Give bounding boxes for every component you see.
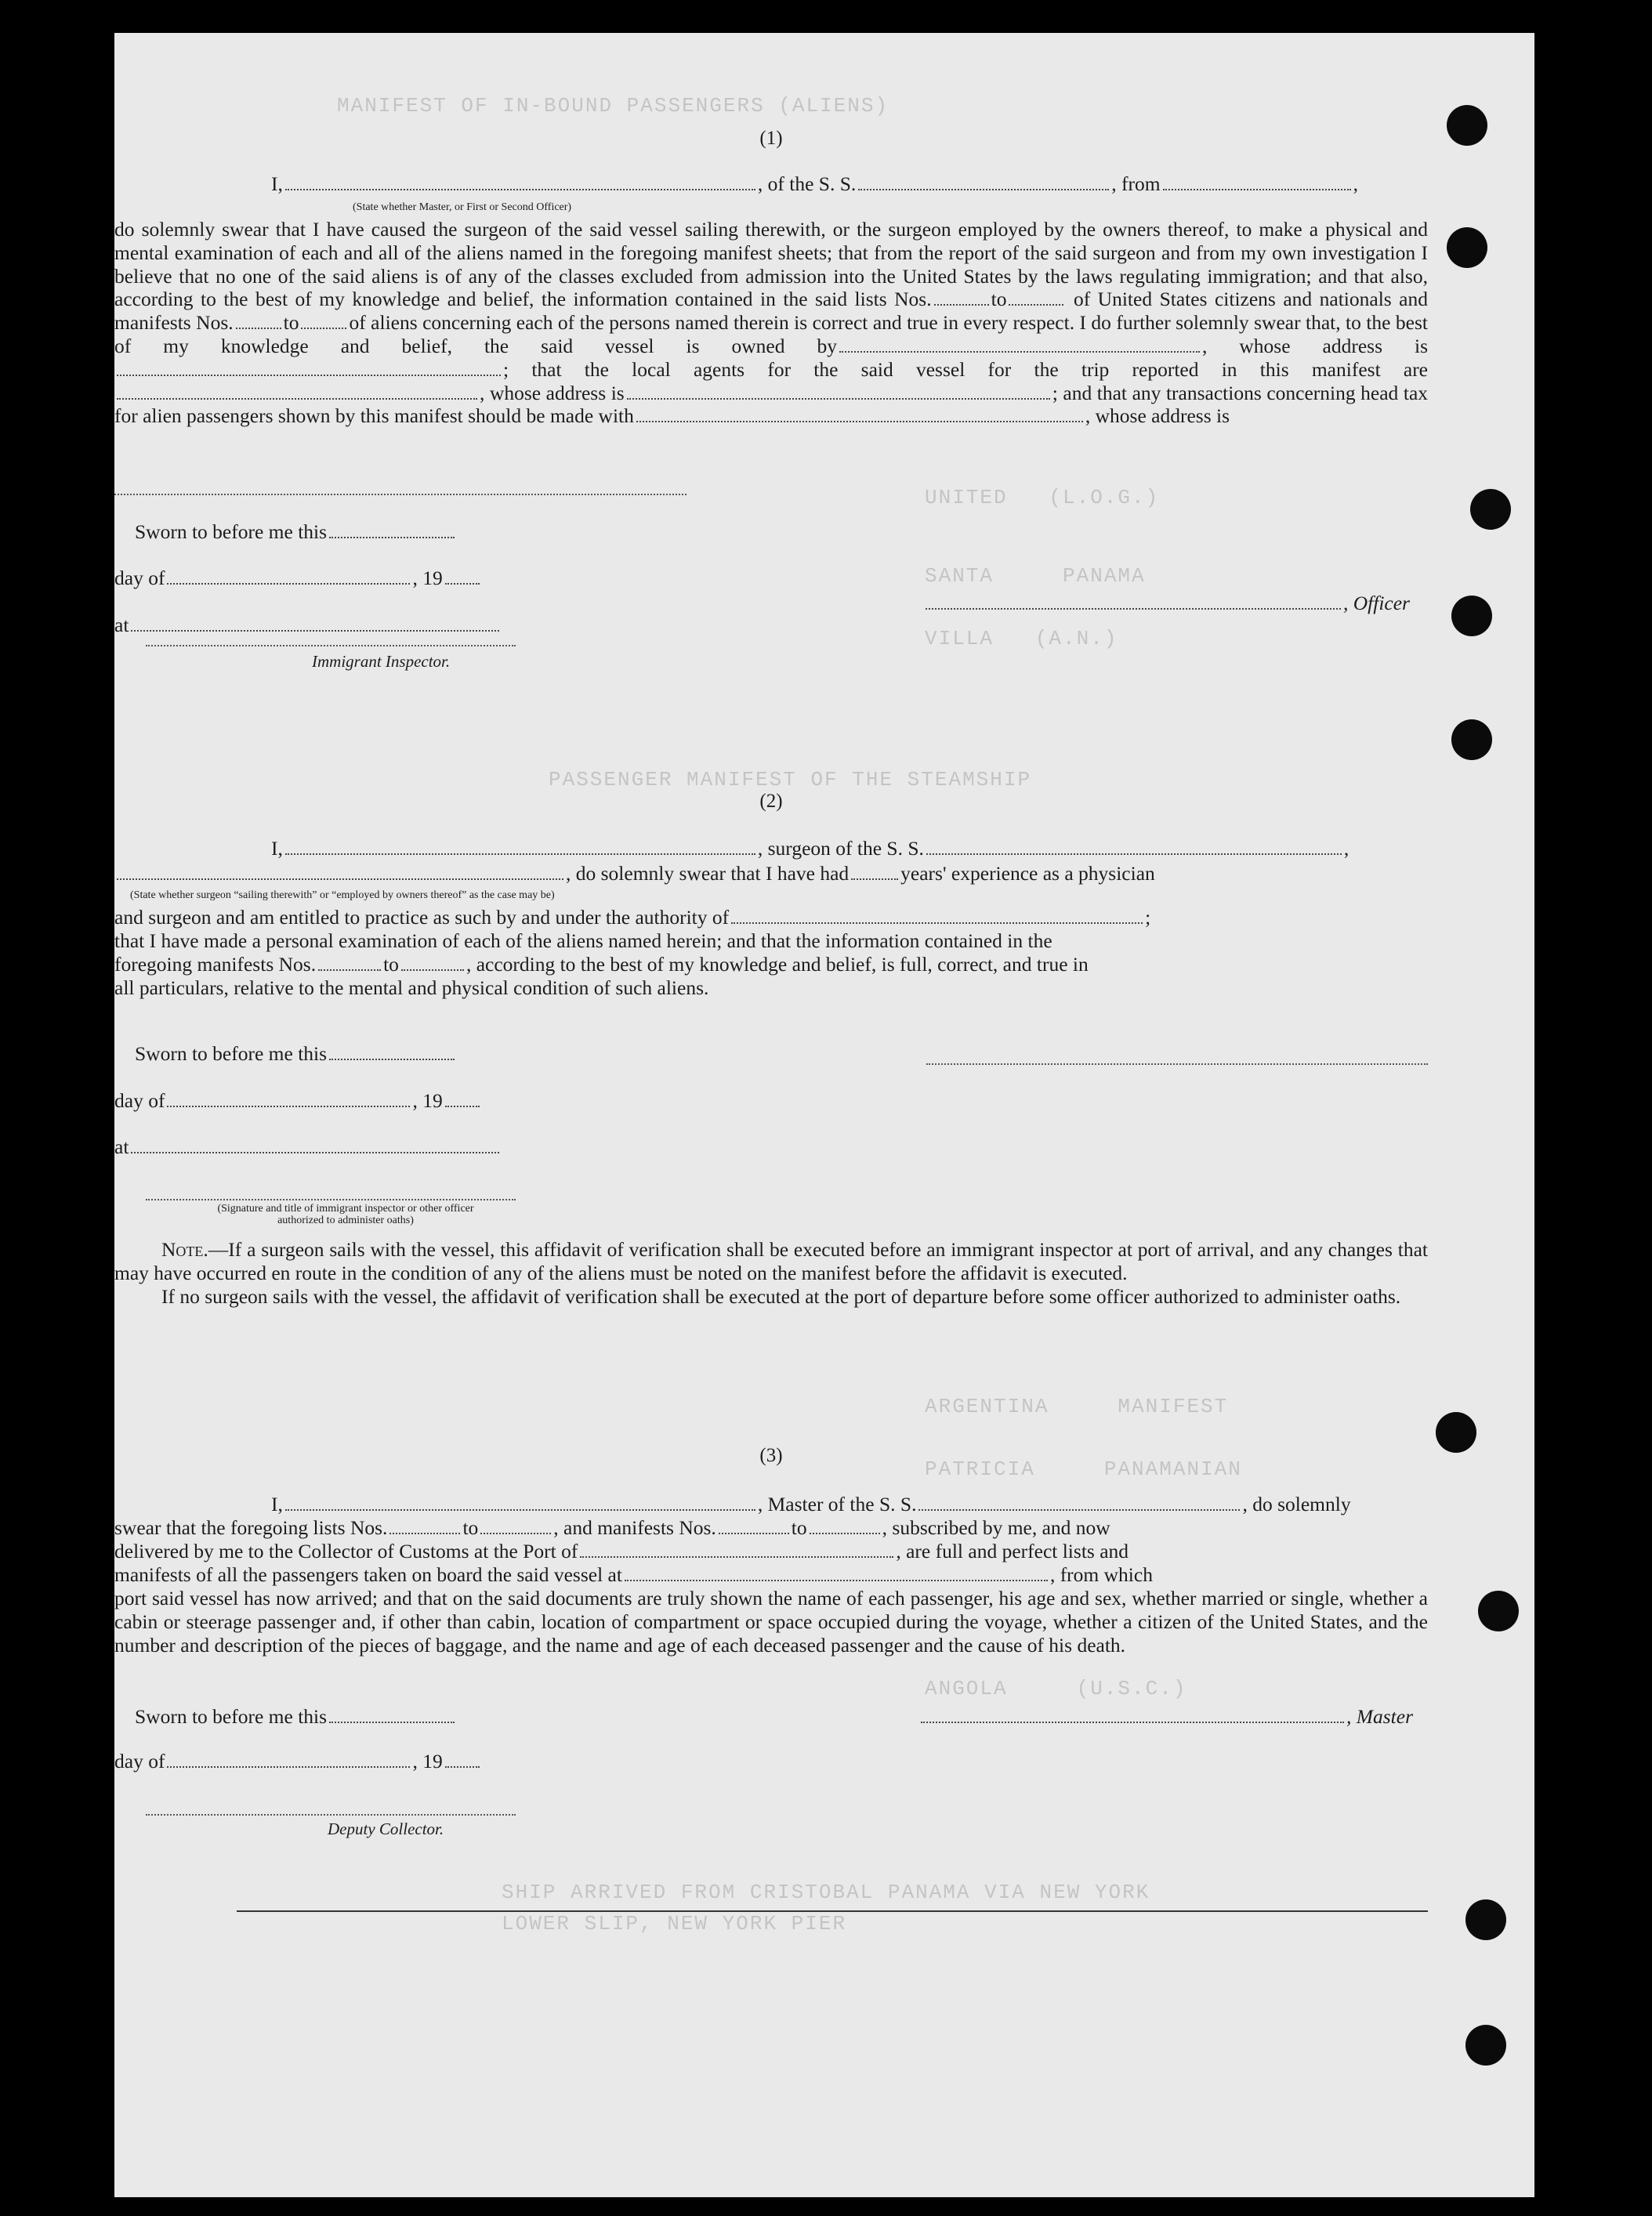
years-experience-field[interactable]	[851, 864, 898, 880]
section-1-body: do solemnly swear that I have caused the surgeon of the said vessel sailing therewith, or the surgeon employed by the owners thereof, to make a physical and mental examination of each and all of the aliens named in the foregoing manifest sheets; that from the report of the said surgeon and from my own investigation I believe that no one of the said aliens is of any of the classes excluded from admission into the United States by the laws regulating immigration; and that also, according to the best of my knowledge and belief, the information contained in the said lists Nos. to of United States citizens and nationals and manifests Nos. to of aliens concerning each of the persons named therein is correct and true in every respect. I do further solemnly swear that, to the best of my knowledge and belief, the said vessel is owned by , whose address is; that the local agents for the said vessel for the trip reported in this manifest are, whose address is ; and that any transactions concerning head tax for alien passengers shown by this manifest should be made with , whose address is	[114, 218, 1429, 428]
line-particulars: all particulars, relative to the mental and physical condition of such aliens.	[114, 976, 709, 999]
officer-name-field[interactable]	[285, 175, 755, 190]
sworn-line: Sworn to before me this	[135, 1705, 1448, 1729]
line-surgeon-ship: I, , surgeon of the S. S. ,	[271, 837, 1349, 860]
manifests-to-field-3[interactable]	[810, 1519, 880, 1534]
surgeon-ship-field[interactable]	[926, 839, 1342, 855]
line-manifests: foregoing manifests Nos. to , according to the best of my knowledge and belief, is full, correct, and true in	[114, 953, 1089, 976]
ship-name-field[interactable]	[858, 175, 1109, 190]
line-master-ship-from: I, , of the S. S. , from ,	[271, 172, 1358, 195]
punch-hole-8	[1465, 1899, 1506, 1940]
punch-hole-5	[1451, 719, 1492, 760]
surgeon-signature-line[interactable]	[926, 1063, 1428, 1065]
at-line: at	[114, 1135, 1428, 1159]
punch-hole-2	[1447, 227, 1487, 268]
head-tax-agent-field[interactable]	[636, 407, 1083, 422]
punch-hole-3	[1470, 489, 1511, 530]
lists-from-field-3[interactable]	[389, 1519, 460, 1534]
punch-hole-7	[1478, 1591, 1519, 1631]
officer-signature-field[interactable]	[926, 594, 1341, 610]
master-name-field[interactable]	[285, 1495, 755, 1511]
sworn-date-field[interactable]	[329, 1045, 455, 1060]
surgeon-capacity-note: (State whether surgeon “sailing therewith” or “employed by owners thereof” as the case may be)	[130, 889, 555, 901]
year-field[interactable]	[445, 569, 480, 585]
immigrant-inspector-label: Immigrant Inspector.	[312, 652, 451, 671]
deputy-collector-label: Deputy Collector.	[328, 1820, 444, 1838]
officer-title-note: (State whether Master, or First or Second Officer)	[353, 201, 572, 213]
master-signature-line: , Master	[918, 1705, 1652, 1729]
sworn-date-field[interactable]	[329, 523, 455, 538]
line-lists: swear that the foregoing lists Nos. to , and manifests Nos. to , subscribed by me, and now	[114, 1516, 1110, 1539]
lists-to-field-3[interactable]	[480, 1519, 551, 1534]
authority-field[interactable]	[731, 908, 1143, 924]
from-port-field[interactable]	[1163, 175, 1351, 190]
day-of-line: day of , 19	[114, 1089, 1428, 1113]
address-line-blank	[114, 494, 687, 495]
surgeon-name-field[interactable]	[285, 839, 755, 855]
line-authority: and surgeon and am entitled to practice as such by and under the authority of ;	[114, 906, 1151, 929]
ship-name-field-3[interactable]	[918, 1495, 1240, 1511]
manifests-from-field-2[interactable]	[318, 955, 381, 971]
deputy-signature-line[interactable]	[146, 1814, 516, 1816]
line-port: delivered by me to the Collector of Customs at the Port of , are full and perfect lists and	[114, 1540, 1129, 1562]
section-3-body: port said vessel has now arrived; and that on the said documents are truly shown the name of each passenger, his age and sex, whether married or single, whether a cabin or steerage passenger and, if other than cabin, location of compartment or space occupied during the voyage, whether a citizen of the United States, and the number and description of the pieces of baggage, and the name and age of each deceased passenger and the cause of his death.	[114, 1587, 1428, 1657]
punch-hole-6	[1436, 1412, 1476, 1453]
boarding-port-field[interactable]	[625, 1566, 1048, 1581]
lists-to-field[interactable]	[1009, 290, 1063, 306]
sworn-date-field[interactable]	[329, 1707, 455, 1723]
owner-address-field[interactable]	[117, 360, 501, 376]
sworn-line: Sworn to before me this	[135, 520, 1448, 544]
section-number: (2)	[759, 791, 783, 812]
manifests-from-field-3[interactable]	[719, 1519, 789, 1534]
year-field[interactable]	[445, 1092, 480, 1107]
inspector-signature-line[interactable]	[146, 645, 516, 646]
at-place-field[interactable]	[131, 616, 499, 632]
sworn-line: Sworn to before me this	[135, 1042, 1448, 1066]
section-number: (3)	[759, 1445, 783, 1466]
punch-hole-9	[1465, 2025, 1506, 2066]
at-place-field[interactable]	[131, 1138, 499, 1153]
manifests-to-field-2[interactable]	[401, 955, 464, 971]
day-month-field[interactable]	[167, 569, 410, 585]
at-line: at	[114, 614, 1428, 637]
line-experience: , do solemnly swear that I have had years' experience as a physician	[114, 862, 1428, 885]
lists-from-field[interactable]	[934, 290, 989, 306]
section-number: (1)	[759, 128, 783, 149]
signature-title-note: (Signature and title of immigrant inspector or other officer authorized to administer oaths)	[217, 1203, 474, 1226]
punch-hole-1	[1447, 105, 1487, 146]
day-month-field[interactable]	[167, 1752, 410, 1768]
line-master-ship: I, , Master of the S. S. , do solemnly	[271, 1493, 1351, 1515]
manifests-to-field[interactable]	[301, 313, 346, 329]
surgeon-capacity-field[interactable]	[117, 864, 563, 880]
manifests-from-field[interactable]	[236, 313, 281, 329]
note-paragraph: Note.—If a surgeon sails with the vessel, this affidavit of verification shall be executed before an immigrant inspector at port of arrival, and any changes that may have occurred en route in the condition of any of the aliens must be noted on the manifest before the affidavit is executed. If no surgeon sails with the vessel, the affidavit of verification shall be executed at the port of departure before some officer authorized to administer oaths.	[114, 1238, 1428, 1308]
officer-signature-line: , Officer	[923, 592, 1652, 615]
line-examination: that I have made a personal examination of each of the aliens named herein; and that the information contained in the	[114, 929, 1052, 952]
day-month-field[interactable]	[167, 1092, 410, 1107]
line-boarding: manifests of all the passengers taken on board the said vessel at , from which	[114, 1563, 1153, 1586]
inspector-signature-line[interactable]	[146, 1199, 516, 1200]
year-field[interactable]	[445, 1752, 480, 1768]
port-of-arrival-field[interactable]	[580, 1542, 893, 1558]
master-signature-field[interactable]	[921, 1707, 1344, 1723]
local-agents-field[interactable]	[117, 384, 477, 400]
bottom-rule	[237, 1910, 1428, 1912]
day-of-line: day of , 19	[114, 1750, 1428, 1773]
owner-field[interactable]	[839, 337, 1200, 353]
day-of-line: day of , 19	[114, 567, 1428, 590]
agents-address-field[interactable]	[627, 384, 1050, 400]
